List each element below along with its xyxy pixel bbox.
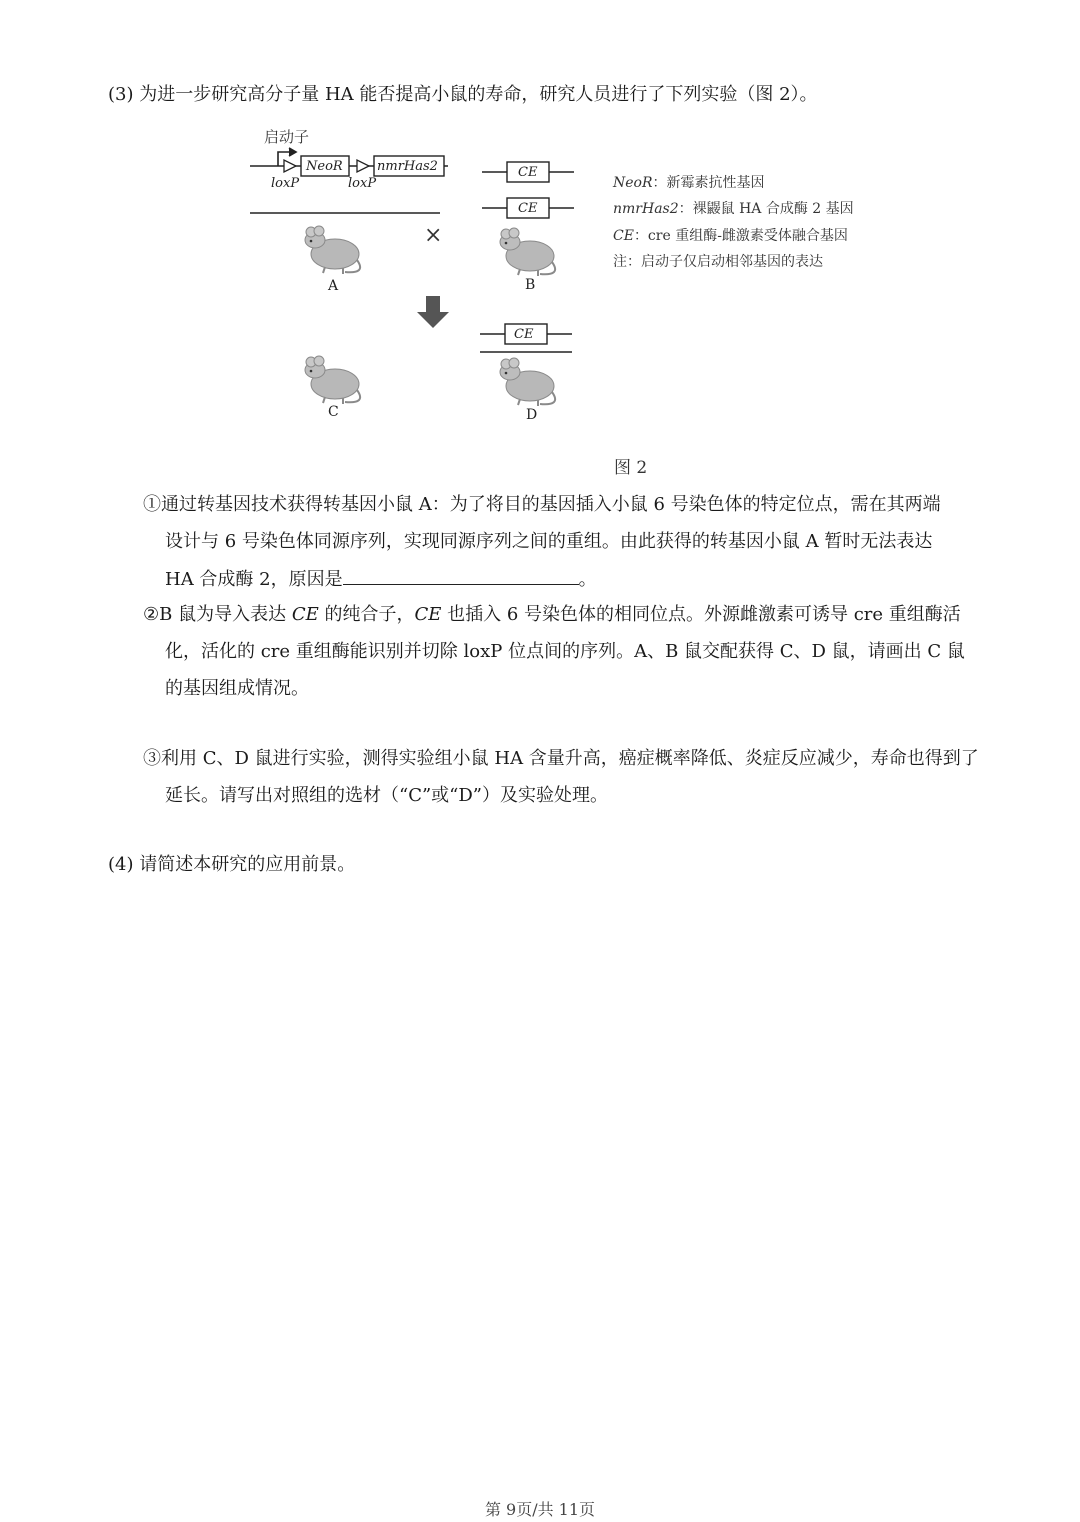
subquestion-3-line-1: ③利用 C、D 鼠进行实验，测得实验组小鼠 HA 含量升高，癌症概率降低、炎症反应减少，寿命也得到了 — [143, 748, 979, 769]
mouse-a-icon — [305, 226, 360, 274]
subquestion-2-line-1 — [143, 603, 961, 627]
mouse-c-icon — [305, 356, 360, 404]
question-text: 为进一步研究高分子量 HA 能否提高小鼠的寿命，研究人员进行了下列实验（图 2）。 — [139, 84, 818, 105]
legend-text-ce: ：cre 重组酶-雌激素受体融合基因 — [633, 228, 848, 244]
legend-term-ce: CE — [613, 228, 634, 244]
mouse-c-label: C — [328, 404, 339, 420]
page-footer: 第 9页/共 11页 — [484, 1500, 596, 1519]
mouse-d-label: D — [526, 407, 538, 423]
figure-caption: 图 2 — [614, 458, 648, 478]
figure-2-diagram — [0, 0, 1080, 450]
subquestion-1-text: HA 合成酶 2，原因是 — [165, 569, 343, 590]
subquestion-1-line-1: ①通过转基因技术获得转基因小鼠 A：为了将目的基因插入小鼠 6 号染色体的特定位点，需在其两端 — [143, 494, 941, 515]
question-number: (3) — [108, 84, 134, 105]
mouse-d-icon — [500, 358, 555, 406]
legend-text-neor: ：新霉素抗性基因 — [652, 175, 765, 191]
question-number: (4) — [108, 854, 134, 875]
svg-text:NeoR：新霉素抗性基因 — [612, 174, 765, 191]
subquestion-1-period: 。 — [578, 569, 597, 590]
subquestion-2-line-3: 的基因组成情况。 — [165, 678, 309, 699]
legend-term-neor: NeoR — [613, 175, 653, 191]
loxp-label-2: loxP — [348, 176, 377, 191]
down-arrow-icon — [417, 296, 449, 328]
legend-term-nmrhas2: nmrHas2 — [613, 201, 679, 217]
subquestion-3-line-2: 延长。请写出对照组的选材（“C”或“D”）及实验处理。 — [165, 785, 609, 806]
promoter-label: 启动子 — [264, 128, 310, 146]
subquestion-1-line-3 — [165, 566, 597, 592]
ce-term: CE — [291, 604, 319, 625]
subquestion-2-seg1: ②B 鼠为导入表达 — [143, 604, 292, 625]
legend-text-nmrhas2: ：裸鼹鼠 HA 合成酶 2 基因 — [678, 201, 854, 217]
ce-label-d: CE — [514, 327, 534, 342]
subquestion-2-seg2: 的纯合子， — [318, 604, 415, 625]
loxp-label-1: loxP — [271, 176, 300, 191]
ce-term: CE — [414, 604, 442, 625]
legend-note: 注：启动子仅启动相邻基因的表达 — [613, 254, 823, 270]
question-text: 请简述本研究的应用前景。 — [139, 854, 356, 875]
loxp-site-1 — [284, 160, 296, 172]
neor-label: NeoR — [306, 159, 343, 174]
ce-label-b2: CE — [518, 201, 538, 216]
answer-blank[interactable] — [343, 566, 579, 585]
mouse-b-icon — [500, 228, 555, 276]
cross-symbol: × — [424, 223, 443, 248]
figure-legend — [612, 174, 854, 270]
mouse-a-label: A — [328, 278, 339, 294]
mouse-b-label: B — [525, 277, 536, 293]
svg-text:nmrHas2：裸鼹鼠 HA 合成酶 2 基因 — [613, 200, 854, 217]
loxp-site-2 — [357, 160, 369, 172]
nmrhas2-label: nmrHas2 — [377, 159, 438, 174]
subquestion-1-line-2: 设计与 6 号染色体同源序列，实现同源序列之间的重组。由此获得的转基因小鼠 A 暂时无法表达 — [165, 531, 933, 552]
question-4-heading — [108, 853, 355, 877]
svg-text:CE：cre 重组酶-雌激素受体融合基因 — [613, 227, 848, 244]
ce-label-b1: CE — [518, 165, 538, 180]
subquestion-2-seg3: 也插入 6 号染色体的相同位点。外源雌激素可诱导 cre 重组酶活 — [441, 604, 961, 625]
subquestion-2-line-2: 化，活化的 cre 重组酶能识别并切除 loxP 位点间的序列。A、B 鼠交配获得 C、D 鼠，请画出 C 鼠 — [165, 641, 965, 662]
